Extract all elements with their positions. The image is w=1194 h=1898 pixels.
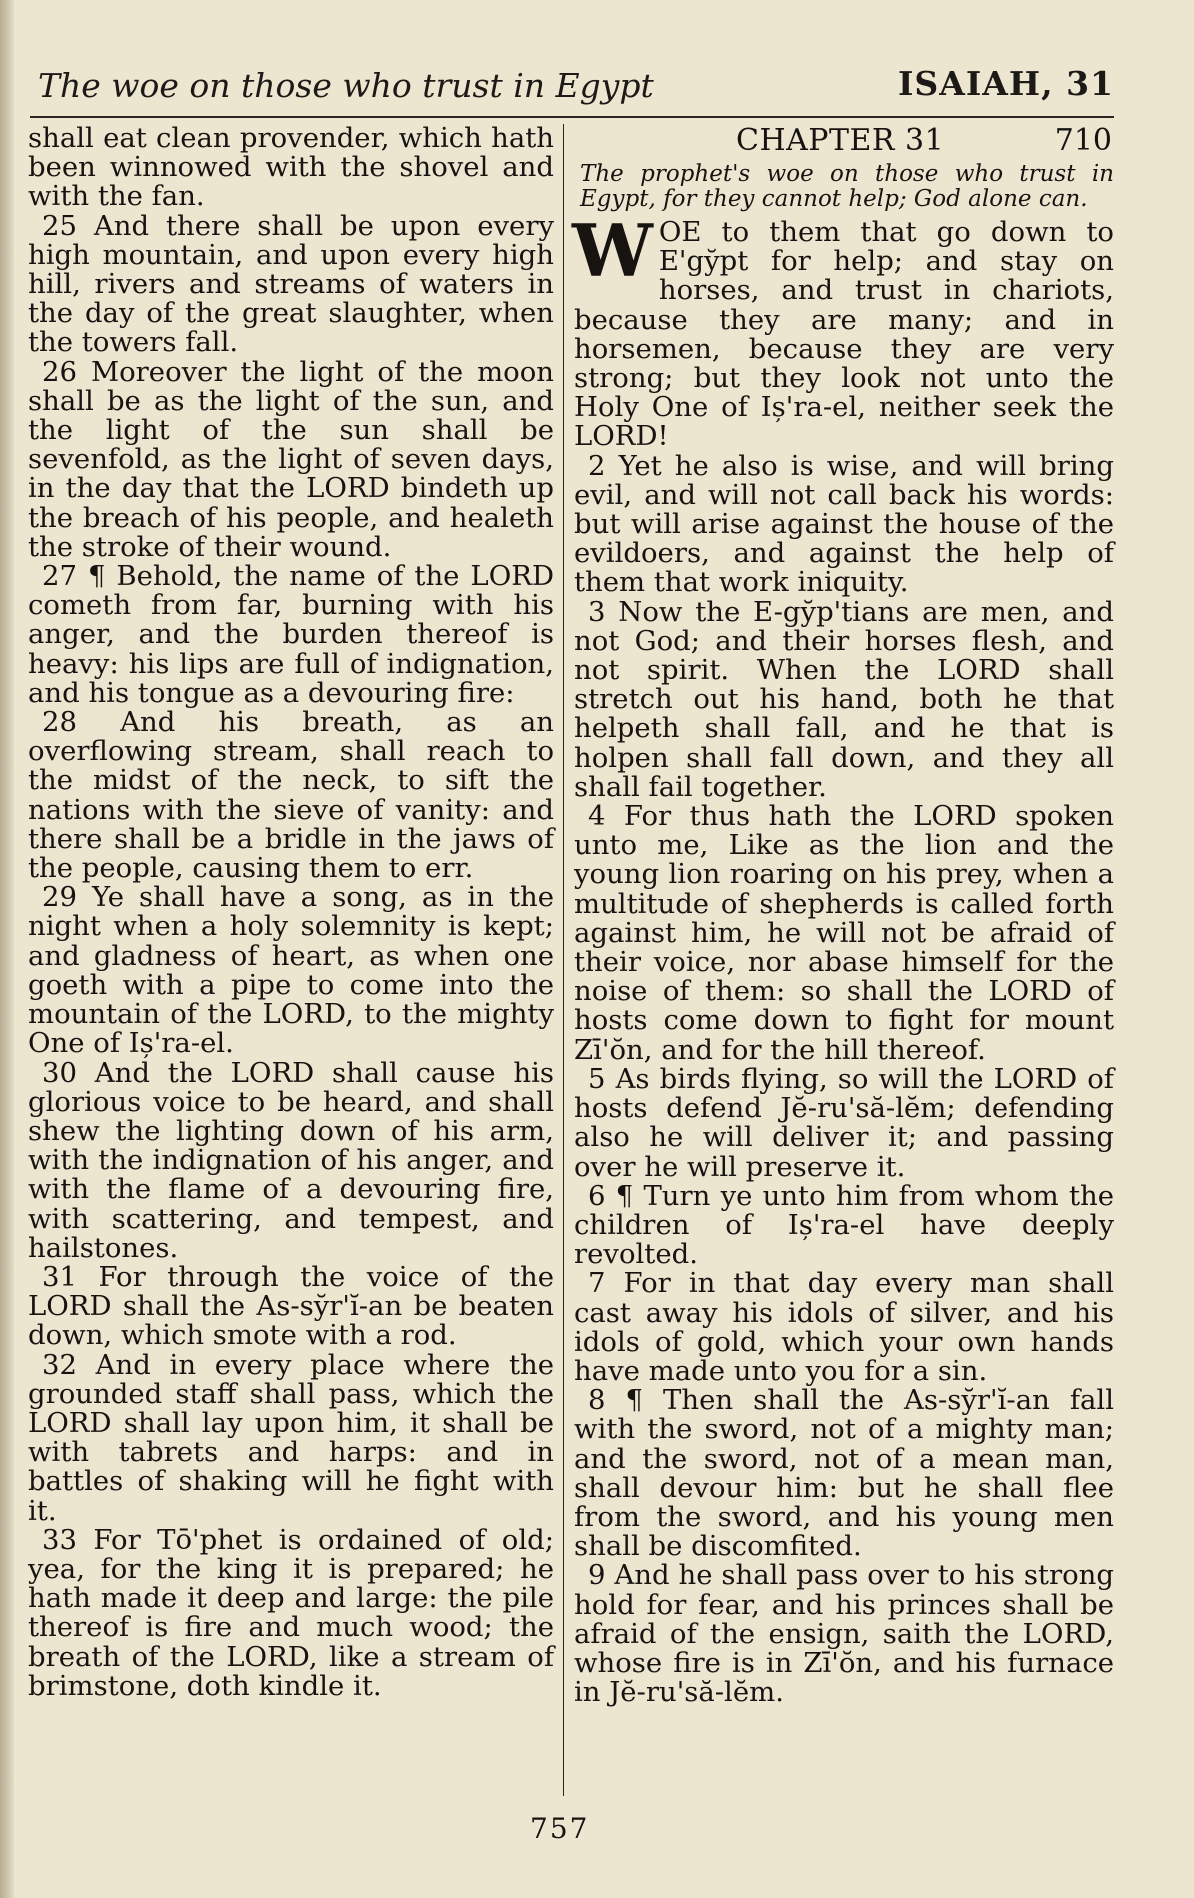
verse: 32 And in every place where the grounded staff shall pass, which the LORD shall lay upon him, it shall be with tabrets and harps: and in battles of shaking will he fight with it. <box>28 1348 554 1527</box>
right-column <box>574 124 1114 1707</box>
verse: 30 And the LORD shall cause his glorious voice to be heard, and shall shew the lighting down of his arm, with the indignation of his anger, and with the flame of a devouring fire, with scattering, and tempest, and hailstones. <box>28 1056 554 1264</box>
page-number: 757 <box>530 1812 590 1845</box>
verse: 8 ¶ Then shall the As-sy̆r'ĭ-an fall with the sword, not of a mighty man; and the sword, not of a mean man, shall devour him: but he shall flee from the sword, and his young men shall be discomfited. <box>574 1384 1114 1563</box>
chapter-summary: The prophet's woe on those who trust in Egypt, for they cannot help; God alone can. <box>580 161 1114 212</box>
verse <box>572 208 1114 453</box>
verse: 26 Moreover the light of the moon shall be as the light of the sun, and the light of the sun shall be sevenfold, as the light of seven days, in the day that the LORD bindeth up the breach of his people, and healeth the stroke of their wound. <box>28 355 554 563</box>
verse: 27 ¶ Behold, the name of the LORD cometh from far, burning with his anger, and the burden thereof is heavy: his lips are full of indignation, and his tongue as a devouring fire: <box>28 560 554 709</box>
verse: 31 For through the voice of the LORD shall the As-sy̆r'ĭ-an be beaten down, which smote with a rod. <box>28 1260 554 1352</box>
chapter-heading <box>574 124 1114 162</box>
header-rule <box>30 116 1114 118</box>
verse: 2 Yet he also is wise, and will bring evil, and will not call back his words: but will arise against the house of the evildoers, and against the help of them that work iniquity. <box>574 449 1114 599</box>
verse-text: OE to them that go down to E'gy̆pt for help; and stay on horses, and trust in chariots, because they are many; and in horsemen, because they are very strong; but they look not unto the Holy One of Iș'ra-el, neither seek the LORD! <box>574 216 1114 453</box>
column-divider <box>563 124 564 1796</box>
verse: 7 For in that day every man shall cast away his idols of silver, and his idols of gold, which your own hands have made unto you for a sin. <box>574 1267 1114 1387</box>
page-edge <box>0 0 14 1898</box>
running-head-right: ISAIAH, 31 <box>898 64 1114 103</box>
verse: 28 And his breath, as an overflowing stream, shall reach to the midst of the neck, to sift the nations with the sieve of vanity: and there shall be a bridle in the jaws of the people, causing them to err. <box>28 706 554 885</box>
verse: 29 Ye shall have a song, as in the night when a holy solemnity is kept; and gladness of heart, as when one goeth with a pipe to come into the mountain of the LORD, to the mighty One of Iș'ra-el. <box>28 881 554 1060</box>
verse: 33 For Tō'phet is ordained of old; yea, for the king it is prepared; he hath made it deep and large: the pile thereof is fire and much wood; the breath of the LORD, like a stream of brimstone, doth kindle it. <box>28 1523 554 1702</box>
running-head-left: The woe on those who trust in Egypt <box>38 66 654 105</box>
verse: 9 And he shall pass over to his strong hold for fear, and his princes shall be afraid of the ensign, saith the LORD, whose fire is in Zī'ŏn, and his furnace in Jĕ-ru'să-lĕm. <box>574 1559 1114 1709</box>
verse: 25 And there shall be upon every high mountain, and upon every high hill, rivers and streams of waters in the day of the great slaughter, when the towers fall. <box>28 209 554 359</box>
verse: 3 Now the E-gy̆p'tians are men, and not God; and their horses flesh, and not spirit. When the LORD shall stretch out his hand, both he that helpeth shall fall, and he that is holpen shall fall down, and they all shall fail together. <box>574 595 1114 803</box>
drop-cap: W <box>572 208 653 293</box>
verse: 6 ¶ Turn ye unto him from whom the children of Iș'ra-el have deeply revolted. <box>574 1179 1114 1271</box>
verse: 5 As birds flying, so will the LORD of hosts defend Jĕ-ru'să-lĕm; defending also he will deliver it; and passing over he will preserve it. <box>574 1062 1114 1183</box>
verse: shall eat clean provender, which hath been winnowed with the shovel and with the fan. <box>28 122 554 213</box>
chapter-number: 710 <box>1054 123 1112 158</box>
left-column <box>28 124 554 1701</box>
chapter-label: CHAPTER 31 <box>736 123 945 158</box>
verse: 4 For thus hath the LORD spoken unto me, Like as the lion and the young lion roaring on his prey, when a multitude of shepherds is called forth against him, he will not be afraid of their voice, nor abase himself for the noise of them: so shall the LORD of hosts come down to fight for mount Zī'ŏn, and for the hill thereof. <box>574 800 1114 1066</box>
